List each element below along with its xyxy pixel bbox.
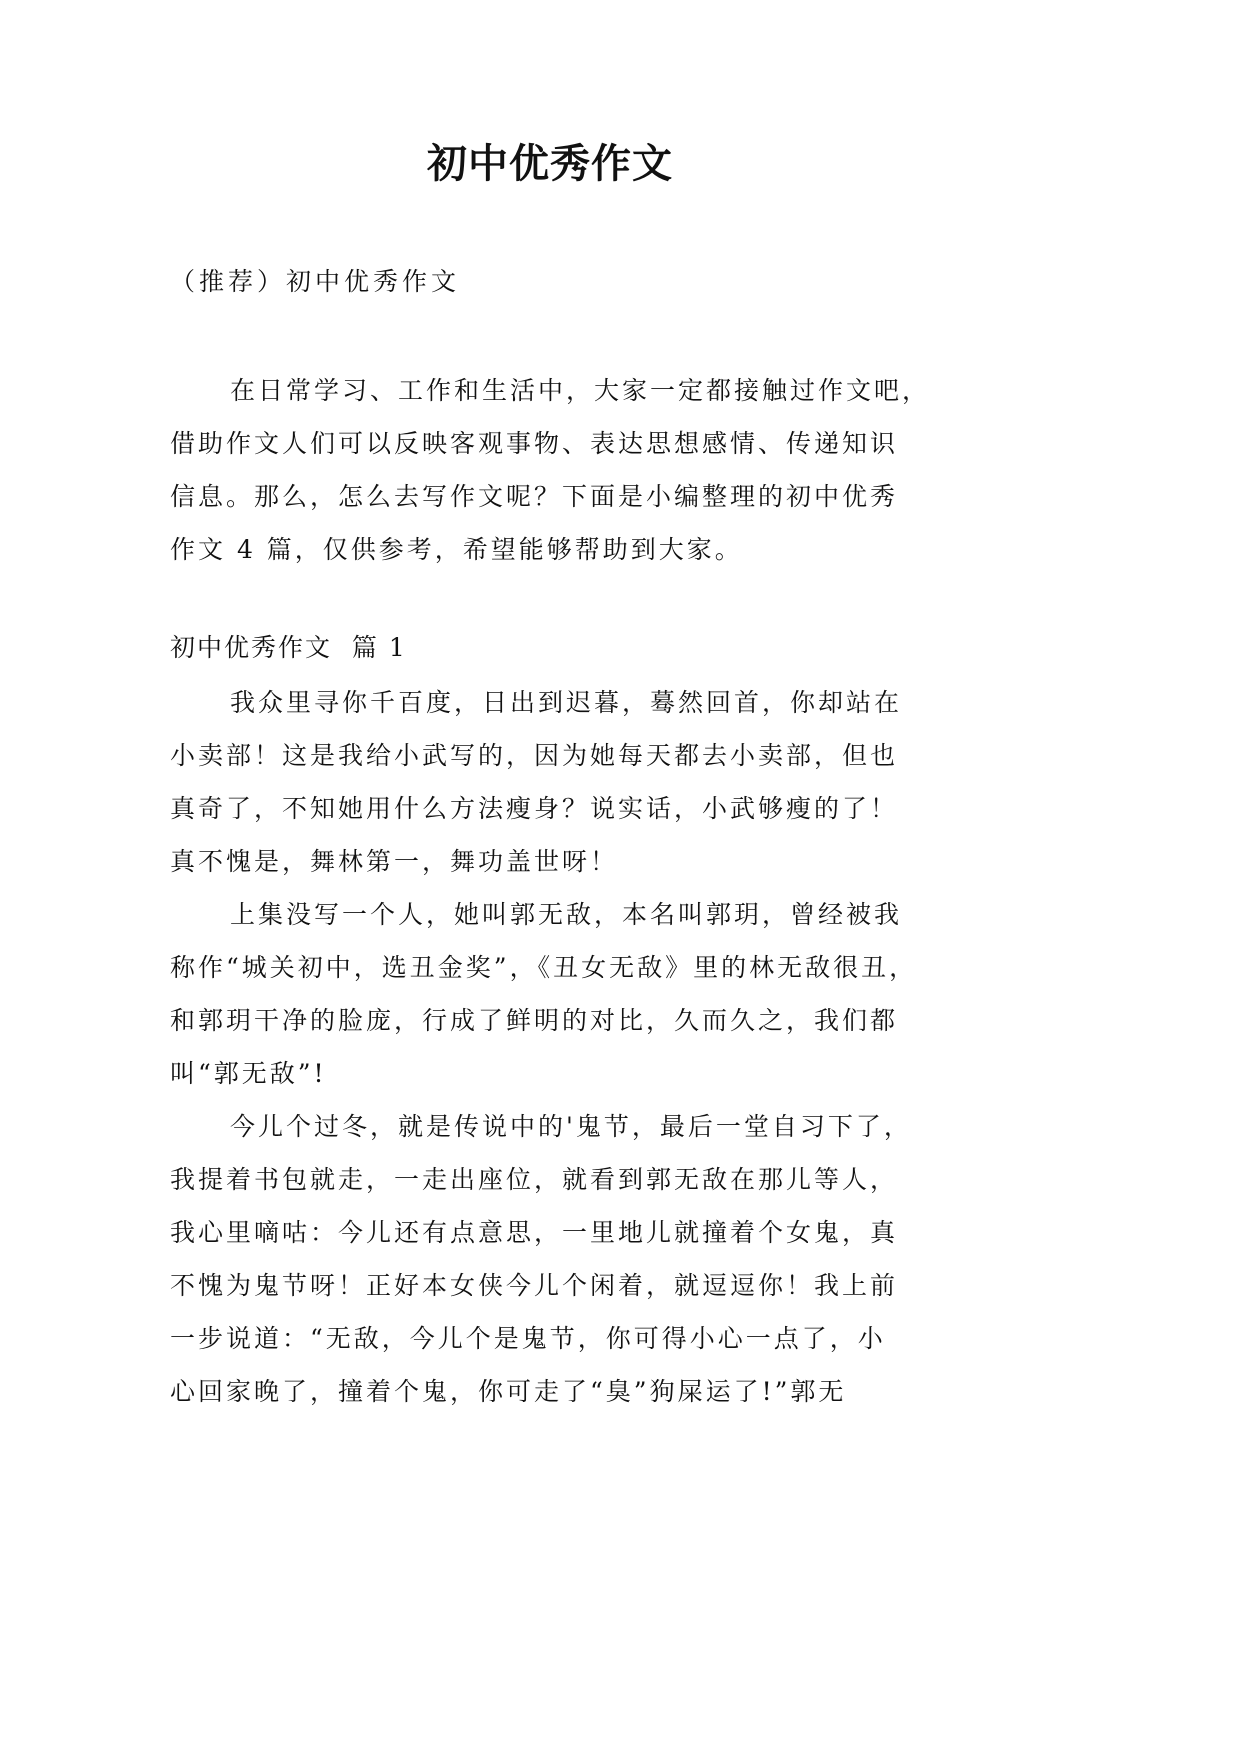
body-line: 不愧为鬼节呀！正好本女侠今儿个闲着，就逗逗你！我上前 — [170, 1271, 899, 1300]
intro-line: 作文 4 篇，仅供参考，希望能够帮助到大家。 — [170, 535, 743, 564]
body-line: 今儿个过冬，就是传说中的'鬼节，最后一堂自习下了， — [230, 1112, 912, 1141]
intro-paragraph — [170, 364, 942, 576]
intro-line: 在日常学习、工作和生活中，大家一定都接触过作文吧， — [230, 376, 931, 405]
body-line: 上集没写一个人，她叫郭无敌，本名叫郭玥，曾经被我 — [230, 900, 903, 929]
body-line: 一步说道：“无敌，今儿个是鬼节，你可得小心一点了，小 — [170, 1324, 886, 1353]
body-line: 小卖部！这是我给小武写的，因为她每天都去小卖部，但也 — [170, 741, 899, 770]
body-line: 我提着书包就走，一走出座位，就看到郭无敌在那儿等人， — [170, 1165, 899, 1194]
body-line: 和郭玥干净的脸庞，行成了鲜明的对比，久而久之，我们都 — [170, 1006, 899, 1035]
document-subtitle: （推荐）初中优秀作文 — [170, 267, 461, 296]
intro-line: 信息。那么，怎么去写作文呢？下面是小编整理的初中优秀 — [170, 482, 899, 511]
body-line: 称作“城关初中，选丑金奖”，《丑女无敌》里的林无敌很丑， — [170, 953, 918, 982]
document-title: 初中优秀作文 — [427, 140, 673, 187]
body-line: 我众里寻你千百度，日出到迟暮，蓦然回首，你却站在 — [230, 688, 903, 717]
body-line: 真奇了，不知她用什么方法瘦身？说实话，小武够瘦的了！ — [170, 794, 899, 823]
body-line: 我心里嘀咕：今儿还有点意思，一里地儿就撞着个女鬼，真 — [170, 1218, 899, 1247]
body-line: 叫“郭无敌”! — [170, 1059, 327, 1088]
body-line: 心回家晚了，撞着个鬼，你可走了“臭”狗屎运了!”郭无 — [170, 1377, 847, 1406]
intro-line: 借助作文人们可以反映客观事物、表达思想感情、传递知识 — [170, 429, 899, 458]
essay-body — [170, 676, 942, 1418]
section-heading: 初中优秀作文 篇 1 — [170, 633, 407, 662]
body-line: 真不愧是，舞林第一，舞功盖世呀！ — [170, 847, 619, 876]
